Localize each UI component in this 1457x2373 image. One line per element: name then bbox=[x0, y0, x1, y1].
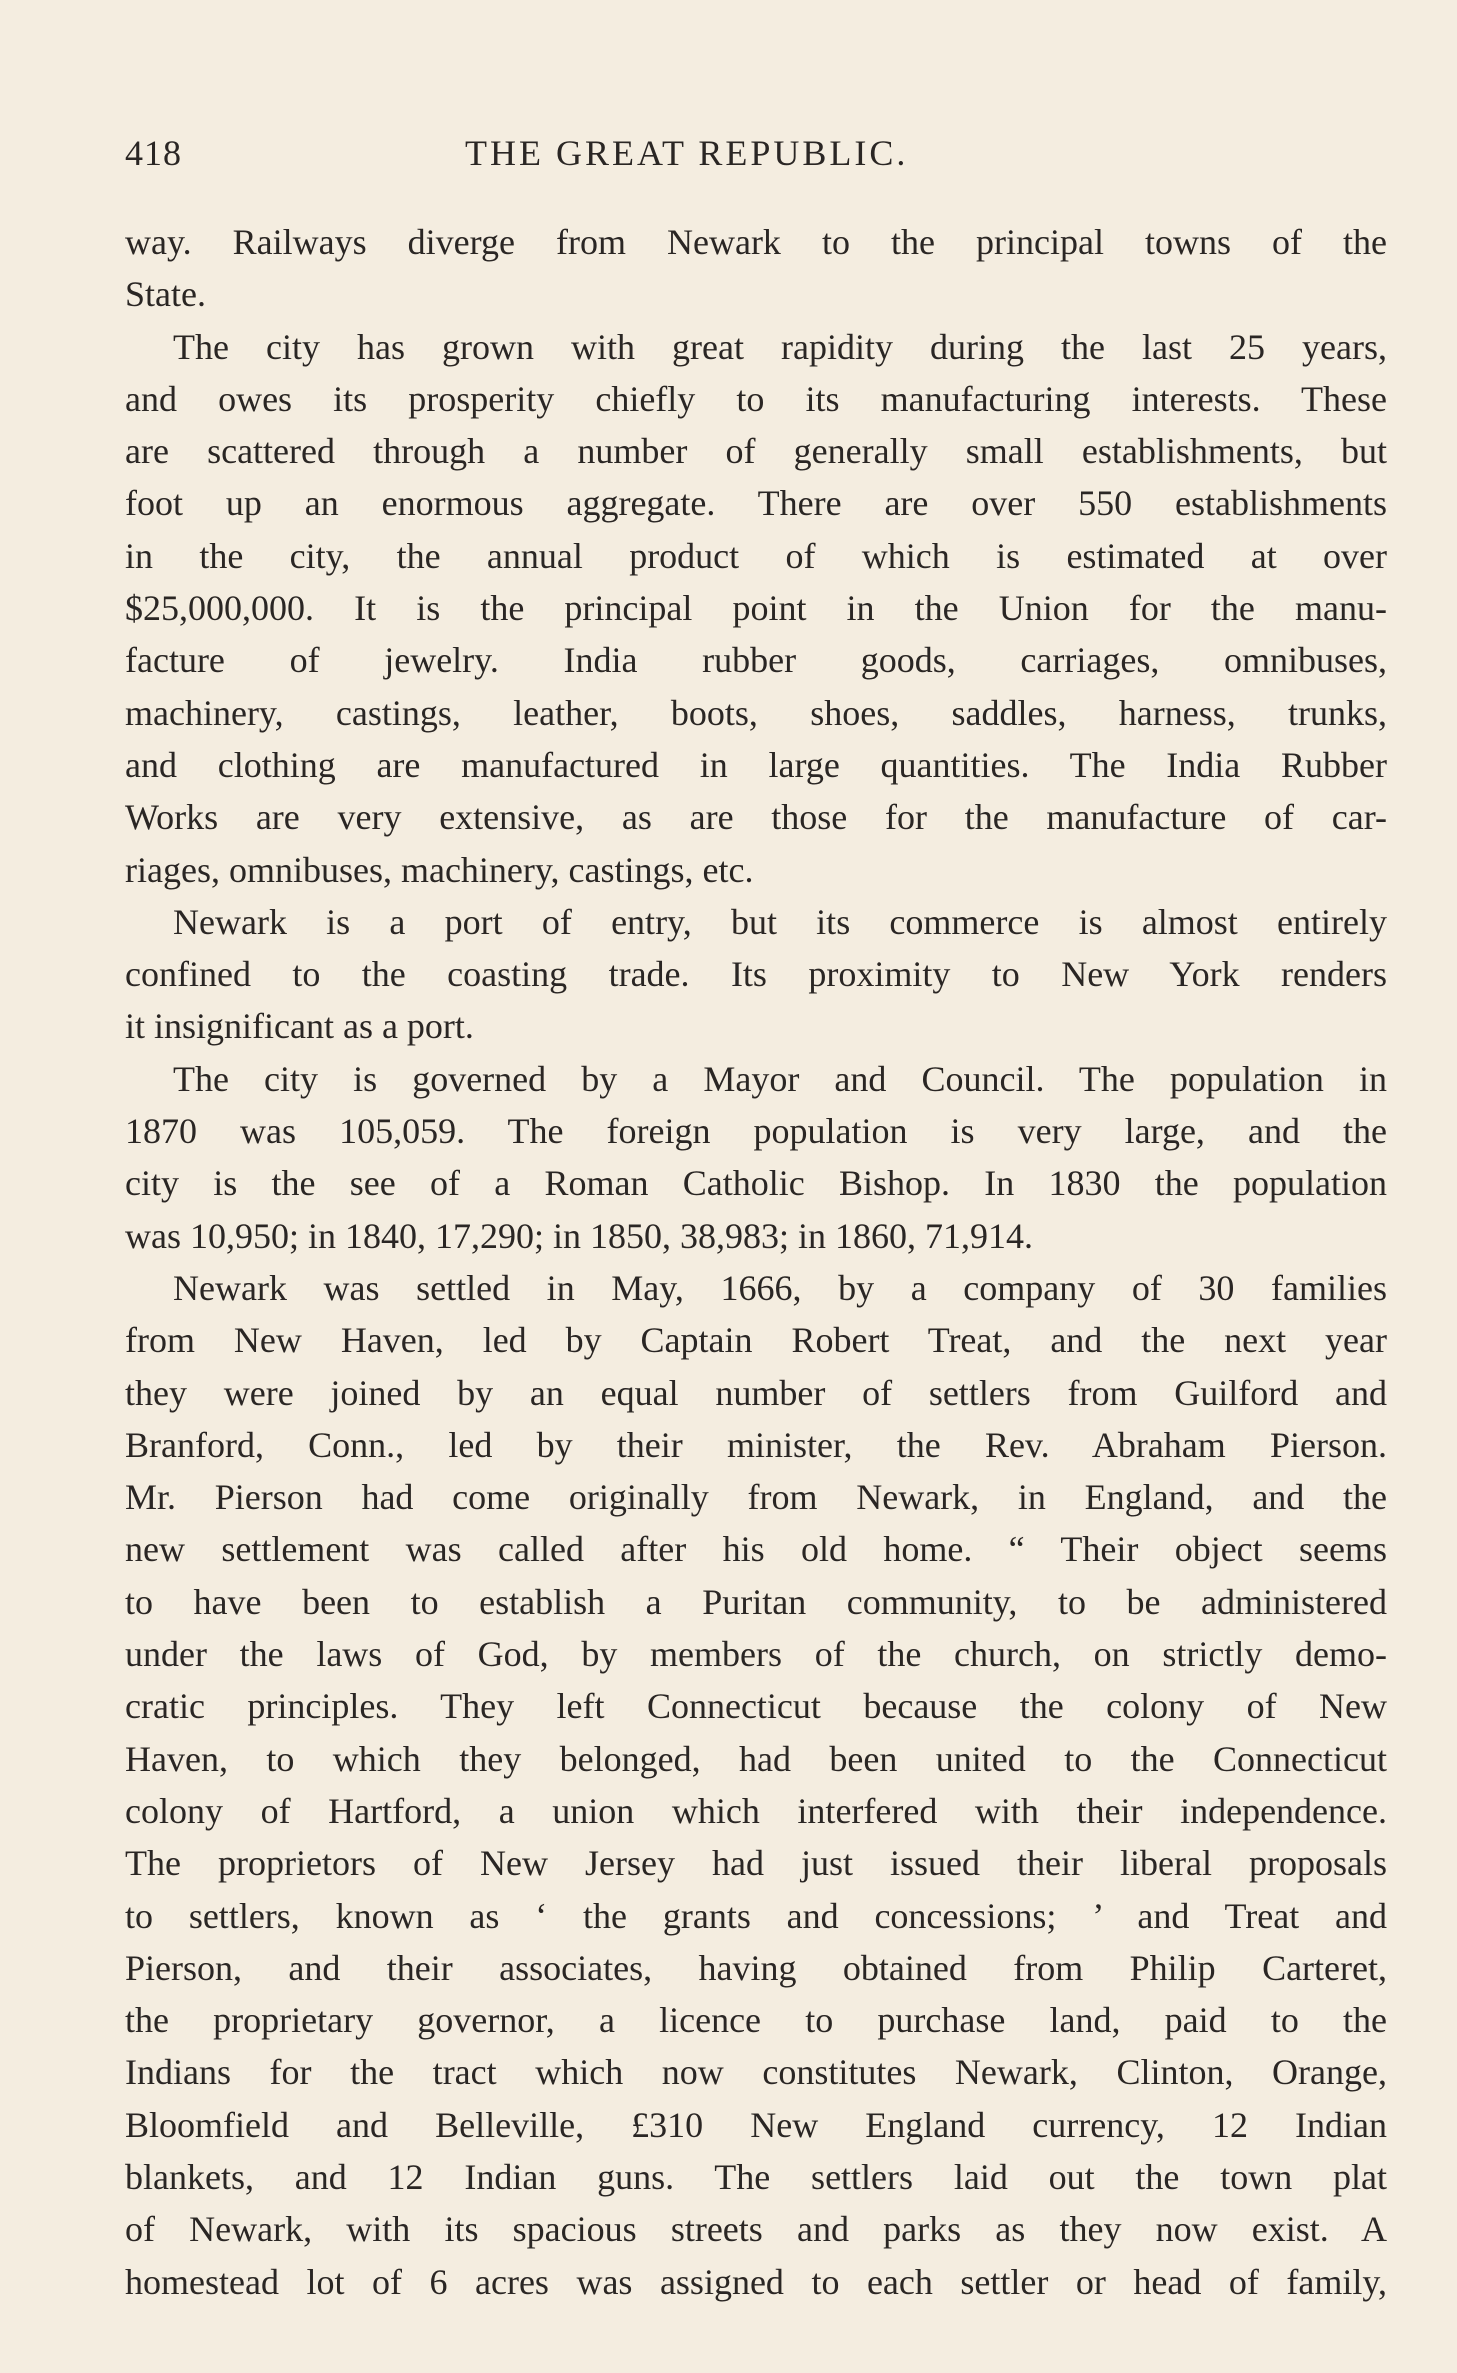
text-line: cratic principles. They left Connecticut because the colony of New bbox=[125, 1686, 1387, 1727]
text-line: and owes its prosperity chiefly to its manufacturing interests. These bbox=[125, 378, 1387, 419]
text-line: Branford, Conn., led by their minister, the Rev. Abraham Pierson. bbox=[125, 1424, 1387, 1465]
text-line: under the laws of God, by members of the church, on strictly demo- bbox=[125, 1634, 1387, 1675]
running-title: THE GREAT REPUBLIC. bbox=[465, 133, 909, 173]
text-line: Works are very extensive, as are those for the manufacture of car- bbox=[125, 797, 1387, 838]
page-number: 418 bbox=[125, 133, 182, 173]
text-line: blankets, and 12 Indian guns. The settlers laid out the town plat bbox=[125, 2156, 1387, 2197]
running-head bbox=[125, 132, 1035, 192]
text-line: The city has grown with great rapidity during the last 25 years, bbox=[173, 326, 1387, 367]
text-line: Newark is a port of entry, but its commerce is almost entirely bbox=[173, 901, 1387, 942]
text-line: State. bbox=[125, 274, 206, 315]
text-line: the proprietary governor, a licence to purchase land, paid to the bbox=[125, 2000, 1387, 2041]
text-line: Indians for the tract which now constitutes Newark, Clinton, Orange, bbox=[125, 2052, 1387, 2093]
text-line: Mr. Pierson had come originally from Newark, in England, and the bbox=[125, 1477, 1387, 1518]
text-line: Bloomfield and Belleville, £310 New England currency, 12 Indian bbox=[125, 2104, 1387, 2145]
text-line: and clothing are manufactured in large quantities. The India Rubber bbox=[125, 744, 1387, 785]
text-line: in the city, the annual product of which is estimated at over bbox=[125, 535, 1387, 576]
text-line: to settlers, known as ‘ the grants and concessions; ’ and Treat and bbox=[125, 1895, 1387, 1936]
text-line: from New Haven, led by Captain Robert Treat, and the next year bbox=[125, 1320, 1387, 1361]
text-line: machinery, castings, leather, boots, shoes, saddles, harness, trunks, bbox=[125, 692, 1387, 733]
text-line: foot up an enormous aggregate. There are over 550 establishments bbox=[125, 483, 1387, 524]
text-line: homestead lot of 6 acres was assigned to each settler or head of family, bbox=[125, 2261, 1387, 2302]
text-line: The city is governed by a Mayor and Council. The population in bbox=[173, 1058, 1387, 1099]
text-line: $25,000,000. It is the principal point in the Union for the manu- bbox=[125, 588, 1387, 629]
text-line: to have been to establish a Puritan community, to be administered bbox=[125, 1581, 1387, 1622]
text-line: Haven, to which they belonged, had been united to the Connecticut bbox=[125, 1738, 1387, 1779]
text-line: colony of Hartford, a union which interfered with their independence. bbox=[125, 1790, 1387, 1831]
text-line: Newark was settled in May, 1666, by a company of 30 families bbox=[173, 1267, 1387, 1308]
body-text bbox=[125, 216, 1387, 2308]
text-line: it insignificant as a port. bbox=[125, 1006, 474, 1047]
text-line: new settlement was called after his old home. “ Their object seems bbox=[125, 1529, 1387, 1570]
text-line: 1870 was 105,059. The foreign population is very large, and the bbox=[125, 1111, 1387, 1152]
text-line: Pierson, and their associates, having obtained from Philip Carteret, bbox=[125, 1947, 1387, 1988]
text-line: way. Railways diverge from Newark to the principal towns of the bbox=[125, 222, 1387, 262]
text-line: facture of jewelry. India rubber goods, carriages, omnibuses, bbox=[125, 640, 1387, 681]
text-line: they were joined by an equal number of settlers from Guilford and bbox=[125, 1372, 1387, 1413]
text-line: The proprietors of New Jersey had just issued their liberal proposals bbox=[125, 1843, 1387, 1884]
text-line: riages, omnibuses, machinery, castings, etc. bbox=[125, 849, 754, 890]
text-line: are scattered through a number of generally small establishments, but bbox=[125, 431, 1387, 472]
text-line: city is the see of a Roman Catholic Bishop. In 1830 the population bbox=[125, 1163, 1387, 1204]
text-line: was 10,950; in 1840, 17,290; in 1850, 38,983; in 1860, 71,914. bbox=[125, 1215, 1033, 1256]
text-line: confined to the coasting trade. Its proximity to New York renders bbox=[125, 954, 1387, 995]
text-line: of Newark, with its spacious streets and parks as they now exist. A bbox=[125, 2209, 1387, 2250]
